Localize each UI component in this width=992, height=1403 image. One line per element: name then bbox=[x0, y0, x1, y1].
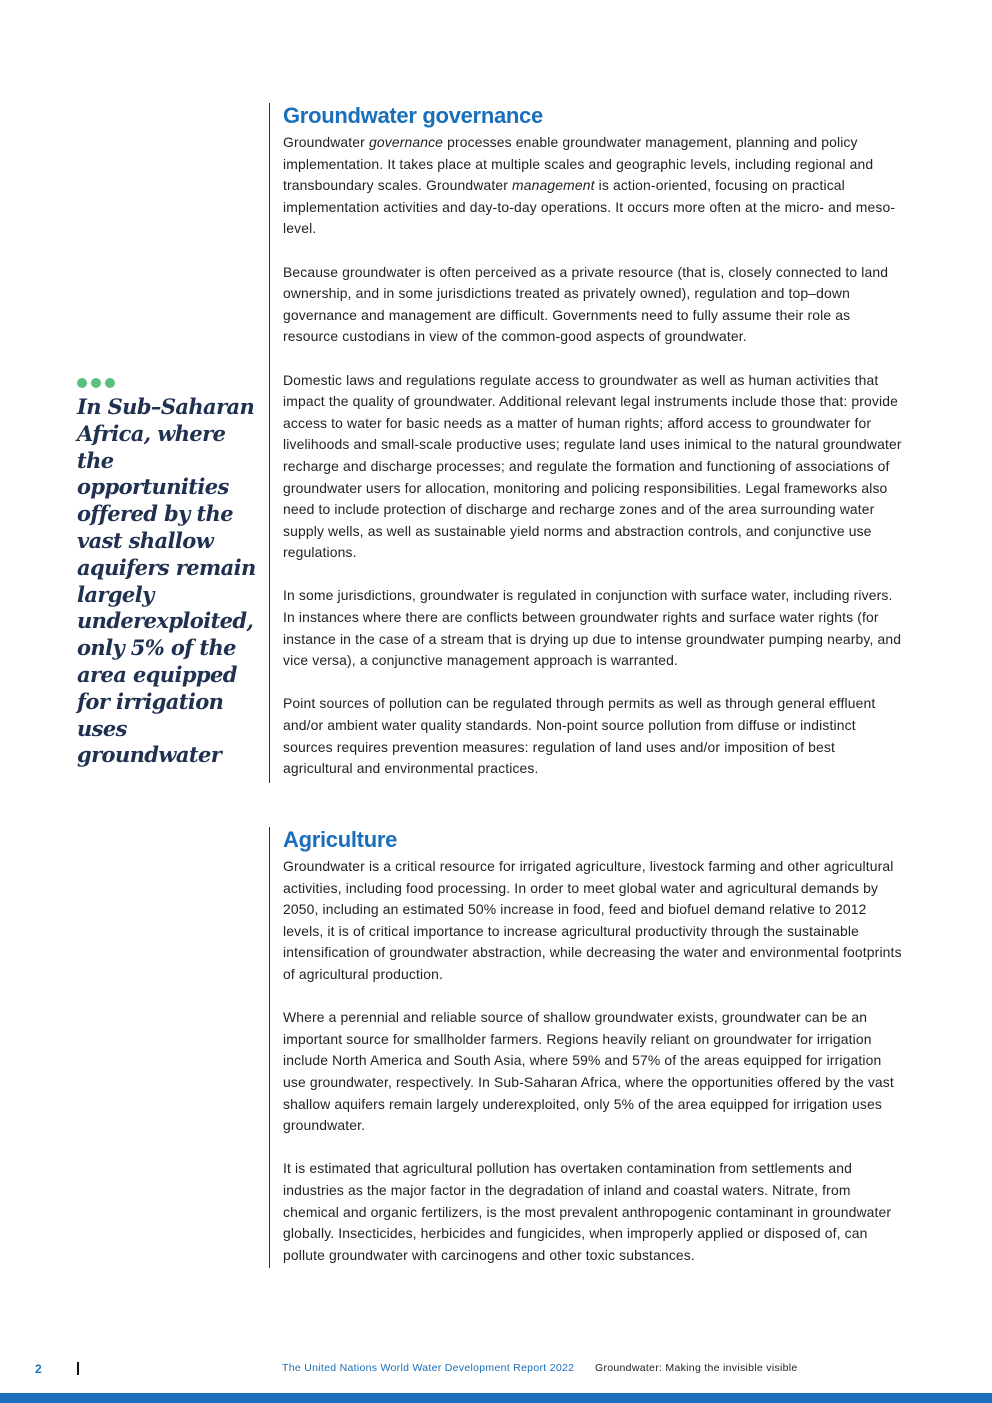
paragraph bbox=[283, 262, 903, 348]
text-run: processes enable groundwater management, planning and policy implementation. It takes place at multiple scales and geographic levels, including regional and transboundary scales. Groundwater bbox=[283, 134, 874, 194]
footer-divider bbox=[77, 1362, 79, 1375]
section-agriculture bbox=[269, 827, 909, 1268]
page-number: 2 bbox=[35, 1362, 42, 1376]
quote-dots-icon bbox=[77, 378, 257, 388]
pull-quote-text: In Sub–Saharan Africa, where the opportunities offered by the vast shallow aquifers remain largely underexploited, only 5% of the area equipped for irrigation uses groundwater bbox=[77, 394, 256, 768]
text-run: Where a perennial and reliable source of shallow groundwater exists, groundwater can be an important source for smallholder farmers. Regions heavily reliant on groundwater for irrigation include North America and South Asia, where 59% and 57% of the areas equipped for irrigation use groundwater, respectively. In Sub-Saharan Africa, where the opportunities offered by the vast shallow aquifers remain largely underexploited, only 5% of the area equipped for irrigation uses groundwater. bbox=[283, 1009, 894, 1134]
emphasis: management bbox=[512, 177, 595, 194]
paragraph bbox=[283, 370, 903, 564]
section-groundwater-governance bbox=[269, 103, 909, 783]
paragraph bbox=[283, 1007, 903, 1137]
report-title: The United Nations World Water Development Report 2022 bbox=[282, 1362, 575, 1374]
section-heading: Groundwater governance bbox=[283, 103, 543, 128]
text-run: Groundwater bbox=[283, 134, 369, 150]
text-run: Because groundwater is often perceived as a private resource (that is, closely connected to land ownership, and in some jurisdictions treated as privately owned), regulation and top–down governance and management are difficult. Governments need to fully assume their role as resource custodians in view of the common-good aspects of groundwater. bbox=[283, 263, 889, 345]
text-run: Point sources of pollution can be regulated through permits as well as through general effluent and/or ambient water quality standards. Non-point source pollution from diffuse or indistinct sources requires prevention measures: regulation of land uses and/or imposition of best agricultural and environmental practices. bbox=[283, 695, 876, 777]
bottom-bar bbox=[0, 1393, 992, 1403]
paragraph bbox=[283, 585, 903, 671]
text-run: is action-oriented, focusing on practical implementation activities and day-to-day operations. It occurs more often at the micro- and meso-level. bbox=[283, 177, 896, 237]
section-heading: Agriculture bbox=[283, 827, 398, 852]
text-run: In some jurisdictions, groundwater is regulated in conjunction with surface water, including rivers. In instances where there are conflicts between groundwater rights and surface water rights (for instance in the case of a stream that is drying up due to intense groundwater pumping nearby, and vice versa), a conjunctive management approach is warranted. bbox=[283, 587, 902, 669]
text-run: It is estimated that agricultural pollution has overtaken contamination from settlements and industries as the major factor in the degradation of inland and coastal waters. Nitrate, from chemical and organic fertilizers, is the most prevalent anthropogenic contaminant in groundwater globally. Insecticides, herbicides and fungicides, when improperly applied or disposed of, can pollute groundwater with carcinogens and other toxic substances. bbox=[283, 1160, 892, 1263]
pull-quote bbox=[77, 378, 257, 769]
emphasis: governance bbox=[368, 134, 444, 150]
paragraph bbox=[283, 132, 903, 240]
paragraph bbox=[283, 1158, 903, 1266]
footer bbox=[0, 1362, 992, 1378]
paragraph bbox=[283, 856, 903, 986]
text-run: Domestic laws and regulations regulate access to groundwater as well as human activities that impact the quality of groundwater. Additional relevant legal instruments include those that: provide access to water for basic needs as a matter of human rights; afford access to groundwater for livelihoods and small-scale productive uses; regulate land uses inimical to the natural groundwater recharge and discharge processes; and regulate the formation and functioning of associations of groundwater users for allocation, monitoring and policing responsibilities. Legal frameworks also need to include protection of discharge and recharge zones and of the area surrounding water supply wells, as well as sustainable yield norms and abstraction controls, and conjunctive use regulations. bbox=[283, 371, 902, 561]
text-run: Groundwater is a critical resource for irrigated agriculture, livestock farming and other agricultural activities, including food processing. In order to meet global water and agricultural demands by 2050, including an estimated 50% increase in food, feed and biofuel demand relative to 2012 levels, it is of critical importance to increase agricultural productivity through the sustainable intensification of groundwater abstraction, while decreasing the water and environmental footprints of agricultural production. bbox=[283, 858, 902, 982]
paragraph bbox=[283, 693, 903, 779]
report-subtitle: Groundwater: Making the invisible visible bbox=[595, 1362, 798, 1374]
